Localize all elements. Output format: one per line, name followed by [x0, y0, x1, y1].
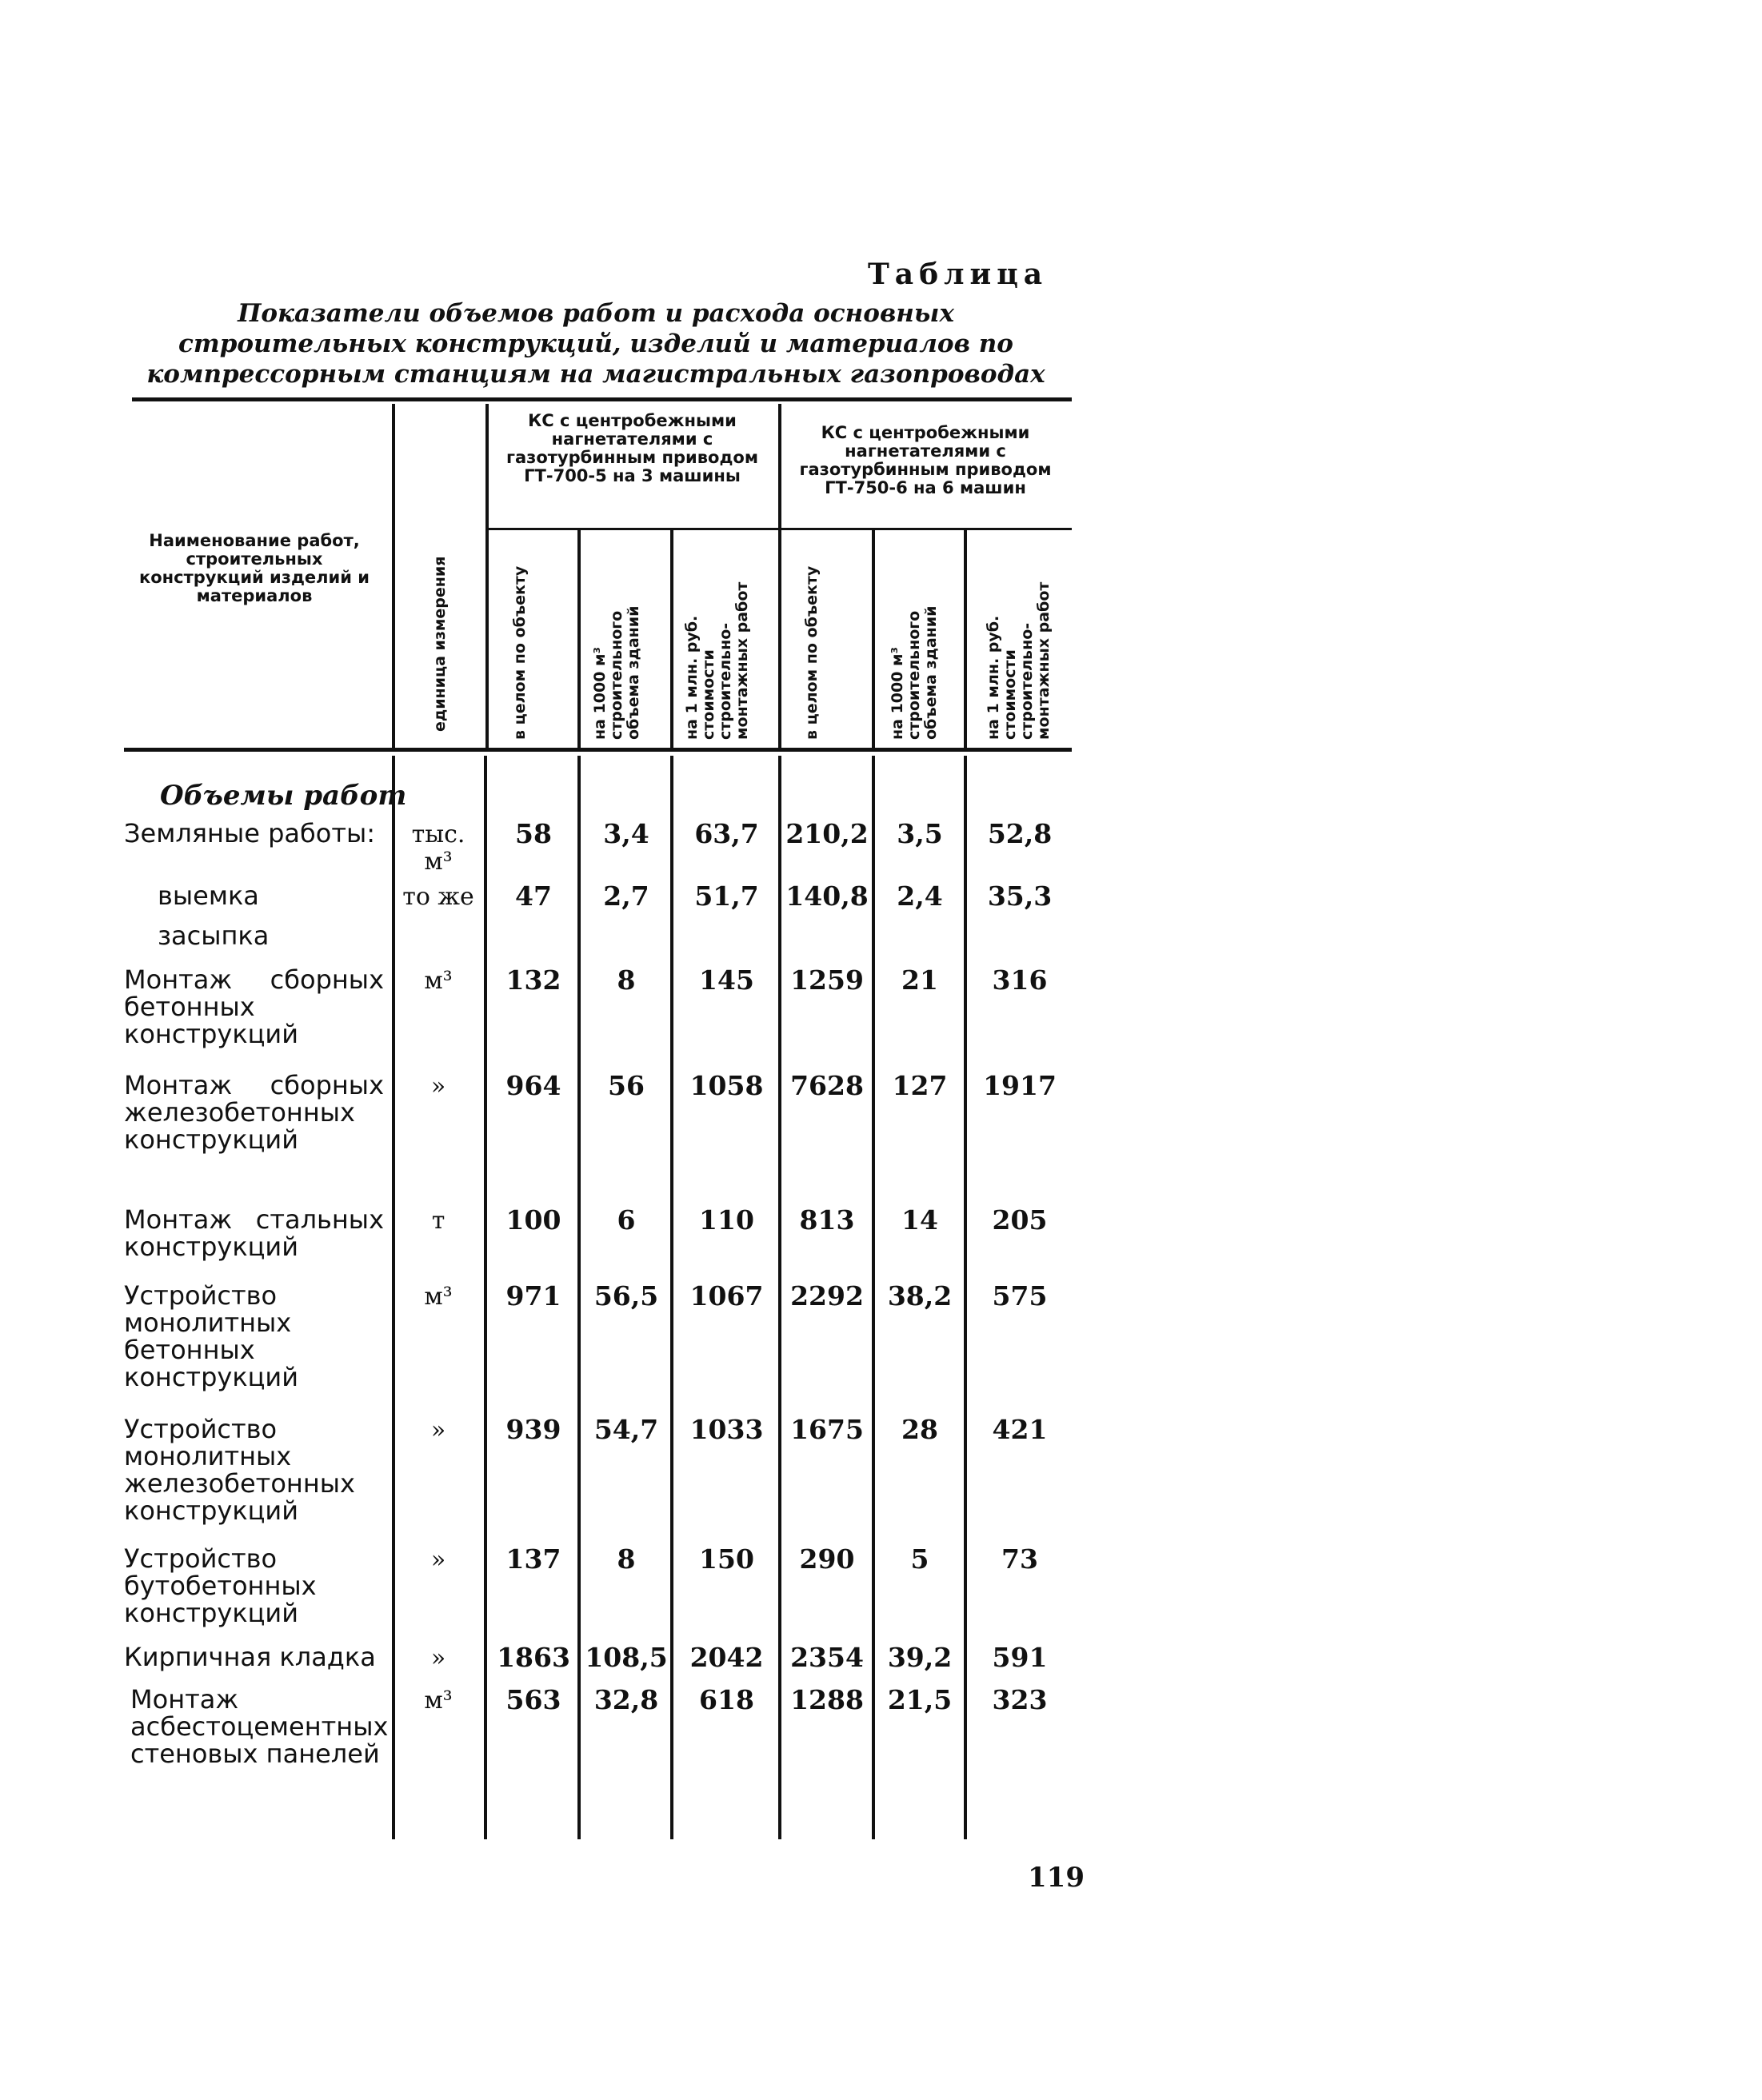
row-value: 290	[799, 1543, 855, 1575]
row-value: 1675	[790, 1414, 864, 1445]
row-value: 964	[505, 1070, 561, 1101]
page-number: 119	[1028, 1862, 1085, 1894]
row-unit: т	[431, 1207, 445, 1235]
row-value: 2354	[790, 1642, 864, 1673]
row-unit: м³	[424, 967, 453, 995]
header-divider-unit	[485, 404, 489, 749]
row-value: 21,5	[887, 1684, 953, 1715]
row-name: Земляные работы:	[124, 818, 376, 848]
row-value: 8	[617, 1543, 636, 1575]
row-value: 63,7	[694, 818, 759, 849]
header-g1-per-cost: на 1 млн. руб. стоимости строительно-монтажных работ	[683, 581, 751, 740]
row-value: 35,3	[987, 880, 1053, 912]
row-value: 1288	[790, 1684, 864, 1715]
header-divider-name	[392, 404, 395, 749]
header-divider-g2b	[964, 530, 967, 749]
row-value: 316	[992, 964, 1048, 996]
header-g2-total: в целом по объекту	[803, 565, 821, 740]
row-value: 2292	[790, 1280, 864, 1312]
row-value: 52,8	[987, 818, 1053, 849]
header-group-2: КС с центробежными нагнетателями с газотурбинным приводом ГТ-750-6 на 6 машин	[799, 423, 1052, 497]
row-value: 28	[901, 1414, 938, 1445]
row-unit: тыс. м³	[411, 820, 465, 876]
row-value: 323	[992, 1684, 1048, 1715]
row-name: Монтаж асбестоцементных стеновых панелей	[130, 1684, 389, 1769]
row-value: 1067	[689, 1280, 764, 1312]
row-value: 58	[515, 818, 552, 849]
row-value: 150	[699, 1543, 754, 1575]
body-divider-c5	[964, 756, 967, 1839]
row-value: 3,4	[603, 818, 649, 849]
row-name: Монтаж стальных конструкций	[124, 1204, 384, 1262]
row-value: 140,8	[785, 880, 869, 912]
row-value: 1058	[689, 1070, 764, 1101]
section-heading: Объемы работ	[160, 780, 407, 812]
row-value: 2,4	[897, 880, 943, 912]
row-value: 47	[515, 880, 552, 912]
header-g2-per-volume: на 1000 м³ строительного объема зданий	[889, 605, 940, 740]
row-value: 56,5	[593, 1280, 659, 1312]
row-value: 1863	[497, 1642, 570, 1673]
row-value: 7628	[790, 1070, 864, 1101]
body-divider-c1	[577, 756, 581, 1839]
row-unit: м³	[424, 1687, 453, 1715]
row-value: 132	[505, 964, 561, 996]
row-unit: то же	[402, 883, 474, 911]
header-bottom-rule	[124, 748, 1072, 752]
row-value: 108,5	[585, 1642, 668, 1673]
body-divider-c3	[778, 756, 781, 1839]
row-name: Кирпичная кладка	[124, 1642, 376, 1672]
row-value: 421	[992, 1414, 1048, 1445]
row-unit: »	[430, 1416, 446, 1444]
row-value: 8	[617, 964, 636, 996]
row-value: 137	[505, 1543, 561, 1575]
row-name: Монтаж сборных железобетонных конструкций	[124, 1070, 384, 1155]
header-group-1: КС с центробежными нагнетателями с газотурбинным приводом ГТ-700-5 на 3 машины	[505, 411, 759, 485]
row-value: 14	[901, 1204, 938, 1236]
row-value: 73	[1001, 1543, 1038, 1575]
row-unit: »	[430, 1644, 446, 1672]
header-divider-g1b	[670, 530, 673, 749]
header-g2-per-cost: на 1 млн. руб. стоимости строительно-монтажных работ	[985, 581, 1053, 740]
row-value: 51,7	[694, 880, 759, 912]
row-value: 39,2	[887, 1642, 953, 1673]
row-unit: »	[430, 1072, 446, 1100]
row-value: 939	[505, 1414, 561, 1445]
row-value: 6	[617, 1204, 636, 1236]
row-unit: м³	[424, 1283, 453, 1311]
top-rule	[132, 397, 1072, 401]
row-name: Устройство монолитных бетонных конструкций	[124, 1280, 299, 1392]
row-value: 618	[699, 1684, 754, 1715]
header-name-column: Наименование работ, строительных конструкций изделий и материалов	[138, 531, 370, 605]
row-value: 2042	[689, 1642, 764, 1673]
row-value: 127	[892, 1070, 948, 1101]
body-divider-unit	[484, 756, 487, 1839]
body-divider-c4	[872, 756, 875, 1839]
table-label: Таблица	[868, 258, 1049, 291]
header-divider-group	[778, 404, 781, 749]
row-value: 38,2	[887, 1280, 953, 1312]
header-g1-per-volume: на 1000 м³ строительного объема зданий	[591, 605, 642, 740]
row-value: 563	[505, 1684, 561, 1715]
row-value: 3,5	[897, 818, 943, 849]
row-name: Монтаж сборных бетонных конструкций	[124, 964, 384, 1049]
row-value: 205	[992, 1204, 1048, 1236]
row-value: 5	[910, 1543, 929, 1575]
row-value: 575	[992, 1280, 1048, 1312]
row-value: 210,2	[785, 818, 869, 849]
row-value: 21	[901, 964, 938, 996]
row-value: 110	[699, 1204, 754, 1236]
row-value: 1259	[790, 964, 864, 996]
header-divider-g2a	[872, 530, 875, 749]
row-name: засыпка	[158, 920, 270, 951]
row-value: 591	[992, 1642, 1048, 1673]
row-value: 145	[699, 964, 754, 996]
row-value: 813	[799, 1204, 855, 1236]
row-value: 54,7	[593, 1414, 659, 1445]
row-value: 1033	[689, 1414, 764, 1445]
row-unit: »	[430, 1546, 446, 1574]
row-value: 32,8	[593, 1684, 659, 1715]
row-value: 100	[505, 1204, 561, 1236]
row-name: Устройство бутобетонных конструкций	[124, 1543, 317, 1628]
header-g1-total: в целом по объекту	[511, 565, 529, 740]
row-name: выемка	[158, 880, 259, 911]
row-value: 2,7	[603, 880, 649, 912]
body-divider-c2	[670, 756, 673, 1839]
row-name: Устройство монолитных железобетонных конструкций	[124, 1414, 355, 1526]
body-divider-name	[392, 756, 395, 1839]
row-value: 1917	[983, 1070, 1057, 1101]
row-value: 971	[505, 1280, 561, 1312]
row-value: 56	[608, 1070, 645, 1101]
header-divider-g1a	[577, 530, 581, 749]
table-title: Показатели объемов работ и расхода основных строительных конструкций, изделий и материалов по компрессорным станциям на магистральных газопроводах	[146, 299, 1045, 389]
header-unit-column: единица измерения	[431, 556, 449, 732]
